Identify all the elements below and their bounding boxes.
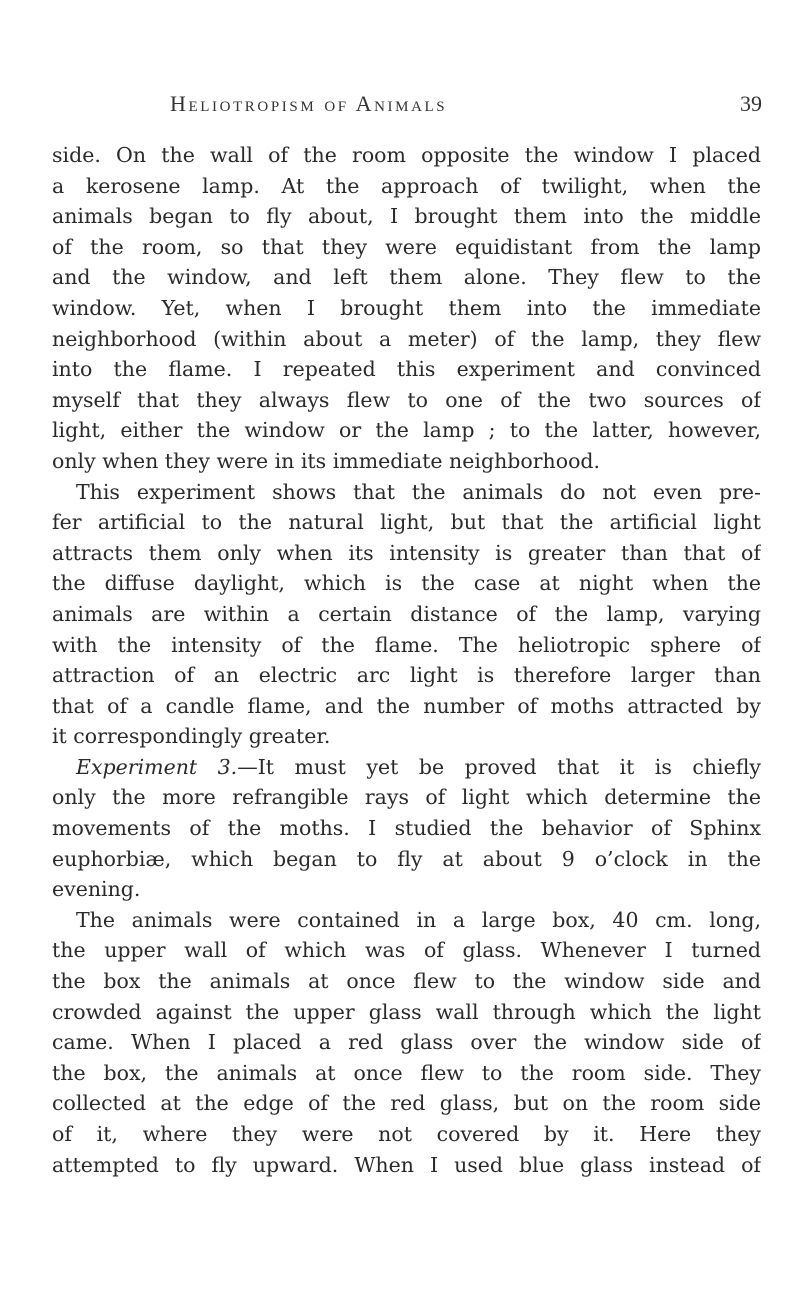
text-line: myself that they always flew to one of the two sources of bbox=[52, 387, 761, 412]
experiment-text: —It must yet be proved that it is chiefly bbox=[237, 754, 761, 779]
text-line: This experiment shows that the animals do not even pre- bbox=[76, 479, 761, 504]
text-line: the box, the animals at once flew to the room side. They bbox=[52, 1060, 761, 1085]
running-head bbox=[52, 91, 762, 125]
body-text bbox=[52, 140, 761, 1180]
text-line: window. Yet, when I brought them into the immediate bbox=[52, 295, 761, 320]
text-line: and the window, and left them alone. They flew to the bbox=[52, 265, 761, 290]
text-line: came. When I placed a red glass over the window side of bbox=[52, 1030, 761, 1055]
text-line: fer artificial to the natural light, but that the artificial light bbox=[52, 510, 761, 535]
text-line: it correspondingly greater. bbox=[52, 724, 331, 749]
text-line: animals are within a certain distance of the lamp, varying bbox=[52, 601, 761, 626]
text-line: that of a candle flame, and the number of moths attracted by bbox=[52, 693, 761, 718]
text-line: attempted to fly upward. When I used blue glass instead of bbox=[52, 1152, 761, 1177]
experiment-label: Experiment 3. bbox=[76, 754, 238, 779]
text-line: into the flame. I repeated this experiment and convinced bbox=[52, 357, 761, 382]
text-line: collected at the edge of the red glass, but on the room side bbox=[52, 1091, 761, 1116]
text-line: of it, where they were not covered by it. Here they bbox=[52, 1122, 761, 1146]
text-line: the box the animals at once flew to the window side and bbox=[52, 969, 761, 994]
text-line: only when they were in its immediate neighborhood. bbox=[52, 448, 601, 473]
text-line: of the room, so that they were equidistant from the lamp bbox=[52, 234, 761, 259]
text-line: light, either the window or the lamp ; to the latter, however, bbox=[52, 418, 761, 443]
text-line: euphorbiæ, which began to fly at about 9 o’clock in the bbox=[52, 846, 761, 871]
text-line: animals began to fly about, I brought them into the middle bbox=[52, 204, 761, 229]
text-line: the diffuse daylight, which is the case at night when the bbox=[52, 571, 761, 596]
text-line: The animals were contained in a large box, 40 cm. long, bbox=[76, 907, 761, 932]
text-line: crowded against the upper glass wall through which the light bbox=[52, 999, 761, 1024]
text-line: attraction of an electric arc light is therefore larger than bbox=[52, 663, 761, 688]
text-line: with the intensity of the flame. The heliotropic sphere of bbox=[52, 632, 761, 657]
text-line: side. On the wall of the room opposite the window I placed bbox=[52, 143, 761, 167]
text-line: movements of the moths. I studied the behavior of Sphinx bbox=[52, 816, 761, 841]
text-line-experiment bbox=[52, 752, 761, 783]
text-line: evening. bbox=[52, 877, 141, 902]
text-line: the upper wall of which was of glass. Whenever I turned bbox=[52, 938, 761, 963]
text-line: attracts them only when its intensity is greater than that of bbox=[52, 540, 761, 565]
text-line: a kerosene lamp. At the approach of twilight, when the bbox=[52, 173, 761, 198]
page-number: 39 bbox=[740, 91, 762, 116]
running-title: Heliotropism of Animals bbox=[170, 91, 448, 116]
text-line: only the more refrangible rays of light which determine the bbox=[52, 785, 761, 810]
text-line: neighborhood (within about a meter) of the lamp, they flew bbox=[52, 326, 761, 351]
